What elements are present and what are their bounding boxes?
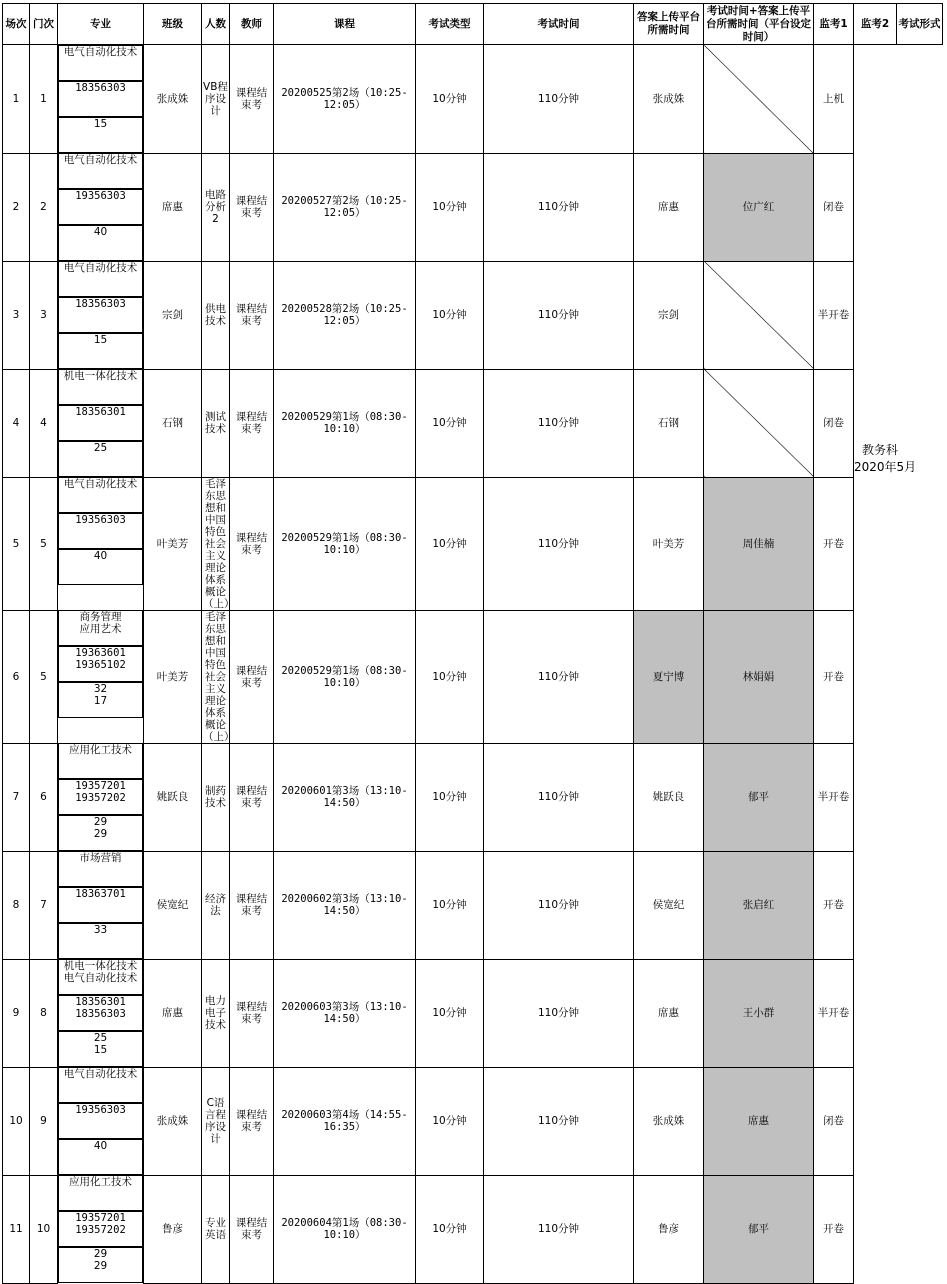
cell-teacher: 张成姝 (144, 1067, 202, 1175)
cell-course: 电力电子技术 (202, 959, 230, 1067)
cell-proctor1: 叶美芳 (634, 477, 704, 610)
cell-exam-type: 课程结束考 (230, 153, 274, 261)
table-row (3, 1175, 943, 1283)
cell-course: 供电技术 (202, 261, 230, 369)
cell-session: 6 (3, 610, 30, 743)
header-format: 考试形式 (897, 4, 943, 45)
table-row (3, 369, 943, 477)
cell-class: 19357201 19357202 (58, 779, 143, 815)
header-course-no: 门次 (30, 4, 58, 45)
header-session: 场次 (3, 4, 30, 45)
cell-exam-type: 课程结束考 (230, 477, 274, 610)
cell-teacher: 侯宽纪 (144, 851, 202, 959)
cell-format: 开卷 (814, 477, 854, 610)
cell-class: 18363701 (58, 887, 143, 923)
cell-format: 开卷 (814, 851, 854, 959)
cell-teacher: 宗剑 (144, 261, 202, 369)
cell-exam-time: 20200529第1场（08:30-10:10） (274, 610, 416, 743)
cell-major: 应用化工技术 (58, 1175, 143, 1211)
cell-major: 电气自动化技术 (58, 477, 143, 513)
cell-upload-time: 10分钟 (416, 959, 484, 1067)
cell-exam-time: 20200527第2场（10:25-12:05） (274, 153, 416, 261)
header-row (3, 4, 943, 45)
cell-proctor2: 王小群 (704, 959, 814, 1067)
table-row (3, 610, 943, 743)
cell-proctor2 (704, 45, 814, 154)
cell-total-time: 110分钟 (484, 1175, 634, 1283)
header-teacher: 教师 (230, 4, 274, 45)
cell-class: 19357201 19357202 (58, 1211, 143, 1247)
cell-count: 29 29 (58, 1247, 143, 1283)
cell-teacher: 叶美芳 (144, 610, 202, 743)
cell-exam-time: 20200529第1场（08:30-10:10） (274, 477, 416, 610)
cell-total-time: 110分钟 (484, 610, 634, 743)
cell-session: 11 (3, 1175, 30, 1283)
cell-exam-type: 课程结束考 (230, 1175, 274, 1283)
cell-count: 40 (58, 549, 143, 585)
header-course: 课程 (274, 4, 416, 45)
cell-proctor1: 席惠 (634, 959, 704, 1067)
cell-course-no: 6 (30, 743, 58, 851)
header-exam-time: 考试时间 (484, 4, 634, 45)
cell-upload-time: 10分钟 (416, 153, 484, 261)
cell-course-no: 9 (30, 1067, 58, 1175)
cell-course: 毛泽东思想和中国特色社会主义理论体系概论（上） (203, 610, 235, 743)
cell-class: 19363601 19365102 (58, 646, 143, 682)
cell-major: 机电一体化技术 电气自动化技术 (58, 959, 143, 995)
cell-count: 40 (58, 1139, 143, 1175)
cell-course: 电路分析2 (202, 153, 230, 261)
table-row (3, 261, 943, 369)
cell-total-time: 110分钟 (484, 477, 634, 610)
cell-class: 18356301 (58, 405, 143, 441)
cell-proctor2 (704, 369, 814, 477)
table-row (3, 743, 943, 851)
cell-upload-time: 10分钟 (416, 1067, 484, 1175)
cell-exam-time: 20200602第3场（13:10-14:50） (274, 851, 416, 959)
cell-count: 25 15 (58, 1031, 143, 1067)
cell-proctor2: 席惠 (704, 1067, 814, 1175)
cell-course: 毛泽东思想和中国特色社会主义理论体系概论（上） (203, 477, 235, 610)
cell-major: 应用化工技术 (58, 743, 143, 779)
cell-major: 市场营销 (58, 851, 143, 887)
cell-proctor1: 席惠 (634, 153, 704, 261)
cell-exam-type: 课程结束考 (230, 1067, 274, 1175)
cell-proctor1: 夏宁博 (634, 610, 704, 743)
cell-course-no: 7 (30, 851, 58, 959)
cell-session: 4 (3, 369, 30, 477)
cell-major: 电气自动化技术 (58, 1067, 143, 1103)
cell-upload-time: 10分钟 (416, 45, 484, 154)
header-proctor1: 监考1 (814, 4, 854, 45)
cell-exam-type: 课程结束考 (230, 261, 274, 369)
cell-upload-time: 10分钟 (416, 851, 484, 959)
cell-count: 25 (58, 441, 143, 477)
cell-course-no: 5 (30, 610, 58, 743)
cell-total-time: 110分钟 (484, 743, 634, 851)
cell-exam-type: 课程结束考 (230, 959, 274, 1067)
header-class: 班级 (144, 4, 202, 45)
cell-class: 19356303 (58, 513, 143, 549)
cell-session: 5 (3, 477, 30, 610)
cell-class: 18356301 18356303 (58, 995, 143, 1031)
cell-format: 半开卷 (814, 743, 854, 851)
cell-proctor2: 位广红 (704, 153, 814, 261)
cell-upload-time: 10分钟 (416, 1175, 484, 1283)
table-row (3, 851, 943, 959)
cell-proctor2: 郁平 (704, 1175, 814, 1283)
cell-exam-time: 20200603第3场（13:10-14:50） (274, 959, 416, 1067)
table-body (3, 45, 943, 1284)
header-upload-time: 答案上传平台所需时间 (634, 4, 704, 45)
cell-proctor2: 张启红 (704, 851, 814, 959)
cell-major: 电气自动化技术 (58, 45, 143, 81)
cell-session: 10 (3, 1067, 30, 1175)
cell-major: 电气自动化技术 (58, 261, 143, 297)
table-row (3, 1067, 943, 1175)
cell-exam-time: 20200604第1场（08:30-10:10） (274, 1175, 416, 1283)
cell-upload-time: 10分钟 (416, 369, 484, 477)
cell-format: 半开卷 (814, 959, 854, 1067)
cell-class: 19356303 (58, 1103, 143, 1139)
cell-course: 测试技术 (202, 369, 230, 477)
cell-format: 闭卷 (814, 1067, 854, 1175)
cell-major: 商务管理 应用艺术 (58, 610, 143, 646)
cell-proctor1: 宗剑 (634, 261, 704, 369)
cell-format: 开卷 (814, 1175, 854, 1283)
cell-class: 18356303 (58, 297, 143, 333)
cell-upload-time: 10分钟 (416, 610, 484, 743)
table-row (3, 477, 943, 610)
header-proctor2: 监考2 (854, 4, 897, 45)
cell-course-no: 2 (30, 153, 58, 261)
cell-session: 8 (3, 851, 30, 959)
table-row (3, 153, 943, 261)
cell-course: 制药技术 (202, 743, 230, 851)
header-exam-type: 考试类型 (416, 4, 484, 45)
cell-course-no: 4 (30, 369, 58, 477)
cell-teacher: 席惠 (144, 959, 202, 1067)
cell-proctor2: 郁平 (704, 743, 814, 851)
cell-session: 1 (3, 45, 30, 154)
cell-upload-time: 10分钟 (416, 743, 484, 851)
cell-exam-time: 20200603第4场（14:55-16:35） (274, 1067, 416, 1175)
cell-course-no: 10 (30, 1175, 58, 1283)
cell-teacher: 鲁彦 (144, 1175, 202, 1283)
cell-teacher: 张成姝 (144, 45, 202, 154)
cell-count: 33 (58, 923, 143, 959)
cell-count: 15 (58, 117, 143, 153)
cell-total-time: 110分钟 (484, 1067, 634, 1175)
cell-class: 18356303 (58, 81, 143, 117)
cell-teacher: 席惠 (144, 153, 202, 261)
cell-exam-time: 20200525第2场（10:25-12:05） (274, 45, 416, 154)
cell-course-no: 8 (30, 959, 58, 1067)
footer-department: 教务科 (862, 443, 899, 457)
cell-upload-time: 10分钟 (416, 261, 484, 369)
cell-course: C语言程序设计 (202, 1067, 230, 1175)
cell-count: 40 (58, 225, 143, 261)
header-total-time: 考试时间+答案上传平台所需时间（平台设定时间） (704, 4, 814, 45)
cell-course-no: 1 (30, 45, 58, 154)
cell-total-time: 110分钟 (484, 959, 634, 1067)
cell-proctor1: 姚跃良 (634, 743, 704, 851)
header-major: 专业 (58, 4, 144, 45)
cell-proctor1: 石钢 (634, 369, 704, 477)
cell-session: 2 (3, 153, 30, 261)
cell-total-time: 110分钟 (484, 45, 634, 154)
exam-schedule-table (2, 3, 943, 1284)
cell-proctor1: 张成姝 (634, 45, 704, 154)
cell-proctor1: 侯宽纪 (634, 851, 704, 959)
cell-course: VB程序设计 (202, 45, 230, 154)
cell-format: 闭卷 (814, 369, 854, 477)
cell-proctor2 (704, 261, 814, 369)
cell-proctor2: 周佳楠 (704, 477, 814, 610)
table-row (3, 45, 943, 154)
cell-exam-type: 课程结束考 (230, 851, 274, 959)
cell-format: 闭卷 (814, 153, 854, 261)
cell-exam-time: 20200528第2场（10:25-12:05） (274, 261, 416, 369)
cell-format: 上机 (814, 45, 854, 154)
cell-teacher: 叶美芳 (144, 477, 202, 610)
cell-teacher: 石钢 (144, 369, 202, 477)
cell-session: 9 (3, 959, 30, 1067)
cell-major: 机电一体化技术 (58, 369, 143, 405)
cell-proctor2: 林娟娟 (704, 610, 814, 743)
cell-class: 19356303 (58, 189, 143, 225)
cell-exam-time: 20200601第3场（13:10-14:50） (274, 743, 416, 851)
cell-count: 29 29 (58, 815, 143, 851)
cell-major: 电气自动化技术 (58, 153, 143, 189)
cell-total-time: 110分钟 (484, 153, 634, 261)
cell-total-time: 110分钟 (484, 369, 634, 477)
cell-course: 经济法 (202, 851, 230, 959)
cell-course-no: 5 (30, 477, 58, 610)
cell-count: 32 17 (58, 682, 143, 718)
table-row (3, 959, 943, 1067)
cell-total-time: 110分钟 (484, 851, 634, 959)
cell-exam-type: 课程结束考 (230, 610, 274, 743)
cell-proctor1: 鲁彦 (634, 1175, 704, 1283)
cell-format: 半开卷 (814, 261, 854, 369)
cell-session: 3 (3, 261, 30, 369)
footer-date: 2020年5月 (854, 460, 917, 474)
cell-format: 开卷 (814, 610, 854, 743)
cell-teacher: 姚跃良 (144, 743, 202, 851)
cell-session: 7 (3, 743, 30, 851)
cell-course-no: 3 (30, 261, 58, 369)
cell-proctor1: 张成姝 (634, 1067, 704, 1175)
cell-exam-type: 课程结束考 (230, 369, 274, 477)
cell-exam-type: 课程结束考 (230, 45, 274, 154)
cell-upload-time: 10分钟 (416, 477, 484, 610)
cell-course: 专业英语 (202, 1175, 230, 1283)
cell-exam-time: 20200529第1场（08:30-10:10） (274, 369, 416, 477)
cell-count: 15 (58, 333, 143, 369)
cell-exam-type: 课程结束考 (230, 743, 274, 851)
cell-total-time: 110分钟 (484, 261, 634, 369)
header-count: 人数 (202, 4, 230, 45)
